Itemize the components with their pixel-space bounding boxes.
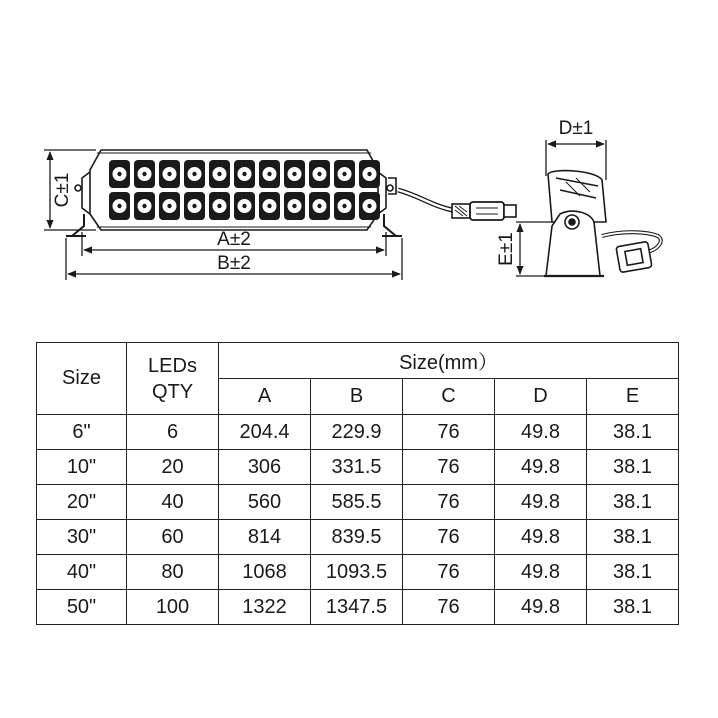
table-cell: 585.5 [311,485,403,520]
table-row [37,485,679,520]
led-chip [267,204,271,208]
spec-table [36,342,679,625]
table-cell: 839.5 [311,520,403,555]
table-cell: 50" [37,590,127,625]
table-row [37,590,679,625]
col-header-a: A [219,379,311,415]
led-chip [117,204,121,208]
table-cell: 76 [403,520,495,555]
table-cell: 60 [127,520,219,555]
led-chip [267,172,271,176]
table-cell: 814 [219,520,311,555]
light-bar-drawing [0,0,718,330]
table-cell: 80 [127,555,219,590]
led-chip [117,172,121,176]
table-row [37,555,679,590]
dimension-a-label: A±2 [217,229,251,250]
table-cell: 229.9 [311,415,403,450]
led-chip [142,204,146,208]
table-cell: 1347.5 [311,590,403,625]
led-chip [167,172,171,176]
table-cell: 20 [127,450,219,485]
table-cell: 76 [403,485,495,520]
table-cell: 20" [37,485,127,520]
table-cell: 76 [403,450,495,485]
table-cell: 76 [403,415,495,450]
table-cell: 38.1 [587,415,679,450]
side-view [544,171,661,276]
led-chip [317,204,321,208]
table-row [37,415,679,450]
table-cell: 560 [219,485,311,520]
table-cell: 49.8 [495,555,587,590]
size-header: Size [37,343,127,415]
power-cable [398,190,516,220]
table-cell: 49.8 [495,590,587,625]
table-cell: 100 [127,590,219,625]
led-chip [292,172,296,176]
col-header-e: E [587,379,679,415]
col-header-c: C [403,379,495,415]
table-row [37,520,679,555]
col-header-b: B [311,379,403,415]
led-chip [367,172,371,176]
led-chip [142,172,146,176]
led-chip [217,204,221,208]
led-chip [192,204,196,208]
table-cell: 49.8 [495,415,587,450]
table-cell: 10" [37,450,127,485]
table-cell: 49.8 [495,520,587,555]
table-cell: 204.4 [219,415,311,450]
dimension-c-label: C±1 [52,172,73,208]
table-cell: 38.1 [587,555,679,590]
led-chip [367,204,371,208]
leds-header-line2: QTY [151,380,194,403]
table-cell: 6 [127,415,219,450]
dimension-b-label: B±2 [217,253,251,274]
led-chip [317,172,321,176]
table-cell: 49.8 [495,485,587,520]
led-chip [242,172,246,176]
table-cell: 1093.5 [311,555,403,590]
led-chip [342,204,346,208]
table-cell: 30" [37,520,127,555]
spec-table-body [37,415,679,625]
table-cell: 1322 [219,590,311,625]
table-cell: 38.1 [587,590,679,625]
table-cell: 38.1 [587,485,679,520]
table-cell: 306 [219,450,311,485]
led-chip [217,172,221,176]
led-chip [192,172,196,176]
dimension-d-label: D±1 [558,118,594,139]
table-cell: 331.5 [311,450,403,485]
dimension-e-label: E±1 [496,232,517,266]
size-mm-header: Size(mm） [219,343,679,379]
table-cell: 38.1 [587,520,679,555]
col-header-d: D [495,379,587,415]
table-cell: 1068 [219,555,311,590]
led-chip [167,204,171,208]
table-cell: 76 [403,555,495,590]
table-cell: 40 [127,485,219,520]
table-cell: 6" [37,415,127,450]
table-cell: 49.8 [495,450,587,485]
leds-qty-header [127,343,219,415]
table-row [37,450,679,485]
led-chip [342,172,346,176]
table-cell: 38.1 [587,450,679,485]
leds-header-line1: LEDs [148,354,197,377]
table-cell: 76 [403,590,495,625]
led-chip [242,204,246,208]
led-chip [292,204,296,208]
table-cell: 40" [37,555,127,590]
